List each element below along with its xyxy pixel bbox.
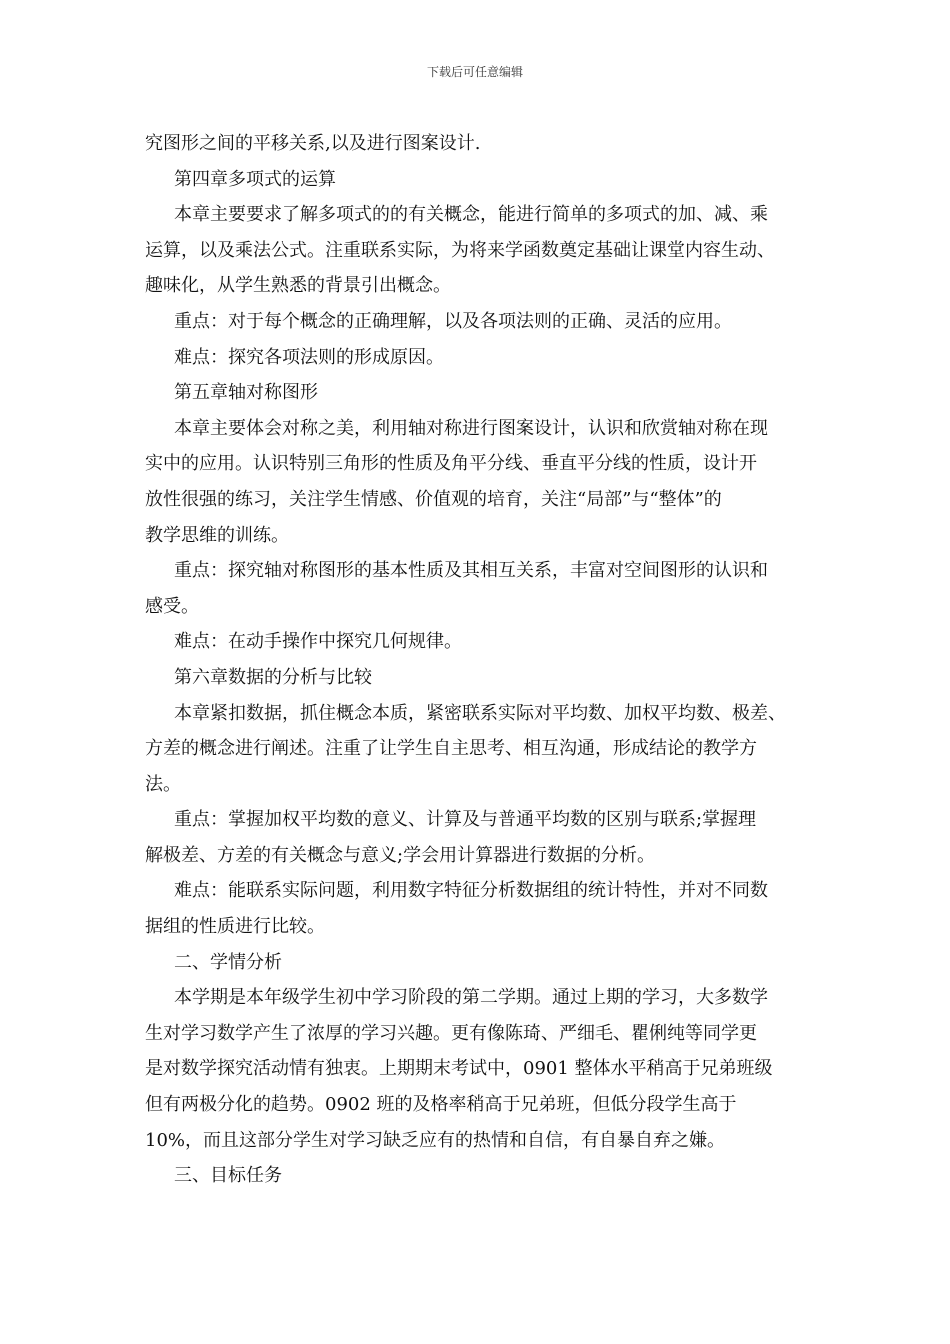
text-line: 但有两极分化的趋势。0902 班的及格率稍高于兄弟班，但低分段学生高于	[145, 1094, 737, 1116]
text-line: 重点：探究轴对称图形的基本性质及其相互关系，丰富对空间图形的认识和	[174, 560, 768, 582]
text-line: 难点：在动手操作中探究几何规律。	[174, 631, 462, 653]
text-line: 第五章轴对称图形	[174, 382, 318, 404]
text-line: 本章主要要求了解多项式的的有关概念，能进行简单的多项式的加、减、乘	[174, 204, 768, 226]
text-line: 教学思维的训练。	[145, 524, 289, 546]
text-line: 实中的应用。认识特别三角形的性质及角平分线、垂直平分线的性质，设计开	[145, 453, 757, 475]
page-header: 下载后可任意编辑	[426, 65, 523, 79]
text-line: 本章紧扣数据，抓住概念本质，紧密联系实际对平均数、加权平均数、极差、	[174, 702, 786, 724]
document-body	[145, 126, 810, 1194]
text-line: 重点：对于每个概念的正确理解，以及各项法则的正确、灵活的应用。	[174, 310, 732, 332]
text-line: 三、目标任务	[174, 1165, 282, 1187]
text-line: 10%，而且这部分学生对学习缺乏应有的热情和自信，有自暴自弃之嫌。	[145, 1129, 726, 1151]
text-line: 本章主要体会对称之美，利用轴对称进行图案设计，认识和欣赏轴对称在现	[174, 417, 768, 439]
text-line: 究图形之间的平移关系,以及进行图案设计.	[145, 133, 481, 154]
text-line: 难点：探究各项法则的形成原因。	[174, 346, 444, 368]
text-line: 第四章多项式的运算	[174, 168, 336, 190]
text-line: 运算，以及乘法公式。注重联系实际，为将来学函数奠定基础让课堂内容生动、	[145, 239, 775, 261]
text-line: 二、学情分析	[174, 951, 282, 973]
text-line: 解极差、方差的有关概念与意义;学会用计算器进行数据的分析。	[145, 844, 656, 866]
text-line: 重点：掌握加权平均数的意义、计算及与普通平均数的区别与联系;掌握理	[174, 809, 757, 831]
text-line: 难点：能联系实际问题，利用数字特征分析数据组的统计特性，并对不同数	[174, 880, 768, 902]
text-line: 方差的概念进行阐述。注重了让学生自主思考、相互沟通，形成结论的教学方	[145, 738, 757, 760]
text-line: 第六章数据的分析与比较	[174, 666, 372, 688]
text-line: 趣味化，从学生熟悉的背景引出概念。	[145, 275, 451, 297]
text-line: 感受。	[145, 595, 199, 617]
text-line: 法。	[145, 773, 181, 795]
text-line: 是对数学探究活动情有独衷。上期期末考试中，0901 整体水平稍高于兄弟班级	[145, 1058, 773, 1080]
text-line: 本学期是本年级学生初中学习阶段的第二学期。通过上期的学习，大多数学	[174, 987, 768, 1009]
text-line: 生对学习数学产生了浓厚的学习兴趣。更有像陈琦、严细毛、瞿俐纯等同学更	[145, 1022, 757, 1044]
text-line: 放性很强的练习，关注学生情感、价值观的培育，关注“局部”与“整体”的	[145, 488, 722, 510]
text-line: 据组的性质进行比较。	[145, 916, 325, 938]
